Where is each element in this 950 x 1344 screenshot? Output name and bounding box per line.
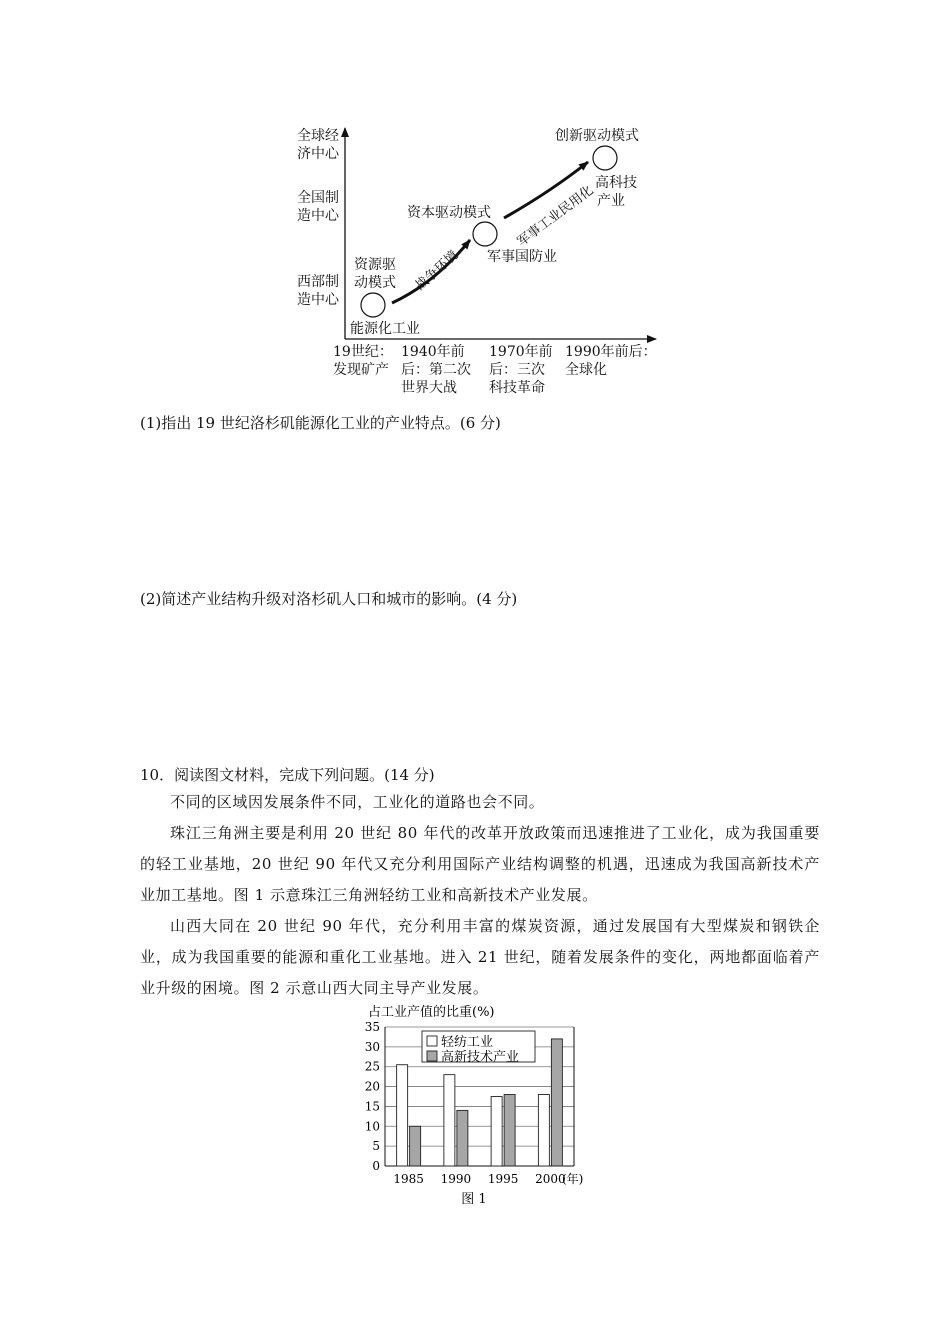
label-military-civil: 军事工业民用化 (514, 183, 597, 250)
x-tick-label: 1990 (440, 1172, 472, 1186)
x-tick-label: 1995 (487, 1172, 519, 1186)
chart-title: 占工业产值的比重(%) (368, 1005, 495, 1020)
bar-light-textile (538, 1095, 549, 1166)
question-2: (2)简述产业结构升级对洛杉矶人口和城市的影响。(4 分) (140, 590, 518, 608)
label-hightech: 高科技 产业 (595, 175, 637, 209)
bar-high-tech (410, 1126, 421, 1166)
legend-swatch (427, 1051, 437, 1061)
label-military-industry: 军事国防业 (487, 249, 557, 265)
stage-circle-capital (473, 222, 497, 246)
y-label-national: 全国制 造中心 (297, 190, 339, 224)
x-label-1970: 1970年前 后：三次 科技革命 (489, 344, 553, 396)
figure-1-chart (340, 1000, 600, 1215)
y-tick-label: 15 (364, 1099, 380, 1114)
paragraph: 不同的区域因发展条件不同，工业化的道路也会不同。 (170, 793, 545, 811)
y-label-global: 全球经 济中心 (297, 128, 339, 162)
label-war: 战争环境 (412, 247, 462, 294)
y-tick-label: 0 (372, 1159, 380, 1173)
label-resource-mode: 资源驱 动模式 (354, 257, 396, 291)
y-tick-label: 35 (364, 1020, 380, 1034)
x-label-1940: 1940年前 后：第二次 世界大战 (401, 344, 471, 396)
x-label-1990: 1990年前后： 全球化 (565, 344, 657, 378)
paragraph: 山西大同在 20 世纪 90 年代，充分利用丰富的煤炭资源，通过发展国有大型煤炭和钢铁企业，成为我国重要的能源和重化工业基地。进入 21 世纪，随着发展条件的变化，两地都面临着产业升级的困境。图 2 示意山西大同主导产业发展。 (140, 917, 820, 997)
x-tick-label: 1985 (393, 1172, 424, 1186)
stage-circle-resource (361, 293, 385, 317)
bar-light-textile (444, 1075, 455, 1166)
label-energy-industry: 能源化工业 (350, 321, 420, 337)
stage-circle-innovation (593, 146, 617, 170)
x-tick-label: 2000 (535, 1172, 566, 1186)
bar-light-textile (491, 1097, 502, 1167)
chart-caption: 图 1 (461, 1192, 487, 1207)
y-tick-label: 25 (364, 1059, 380, 1074)
y-tick-label: 5 (372, 1139, 380, 1154)
x-label-19c: 19世纪： 发现矿产 (333, 344, 393, 378)
legend-label: 轻纺工业 (441, 1035, 494, 1050)
legend-label: 高新技术产业 (441, 1050, 520, 1065)
bar-light-textile (397, 1065, 408, 1166)
legend-swatch (427, 1036, 437, 1046)
label-innovation-mode: 创新驱动模式 (555, 128, 639, 144)
y-tick-label: 30 (364, 1039, 380, 1054)
y-label-western: 西部制 造中心 (297, 274, 339, 308)
material-paragraphs (140, 787, 820, 1004)
bar-high-tech (457, 1110, 468, 1166)
y-tick-label: 20 (364, 1079, 380, 1094)
label-capital-mode: 资本驱动模式 (407, 205, 491, 221)
x-unit-label: (年) (562, 1172, 584, 1186)
paragraph: 珠江三角洲主要是利用 20 世纪 80 年代的改革开放政策而迅速推进了工业化，成为我国重要的轻工业基地，20 世纪 90 年代又充分利用国际产业结构调整的机遇，迅速成为我国高新技术产业加工基地。图 1 示意珠江三角洲轻纺工业和高新技术产业发展。 (140, 824, 820, 904)
question-1: (1)指出 19 世纪洛杉矶能源化工业的产业特点。(6 分) (140, 414, 501, 432)
bar-high-tech (551, 1039, 562, 1166)
y-tick-label: 10 (364, 1119, 380, 1134)
bar-high-tech (504, 1095, 515, 1166)
question-10-heading: 10．阅读图文材料，完成下列问题。(14 分) (140, 766, 435, 784)
